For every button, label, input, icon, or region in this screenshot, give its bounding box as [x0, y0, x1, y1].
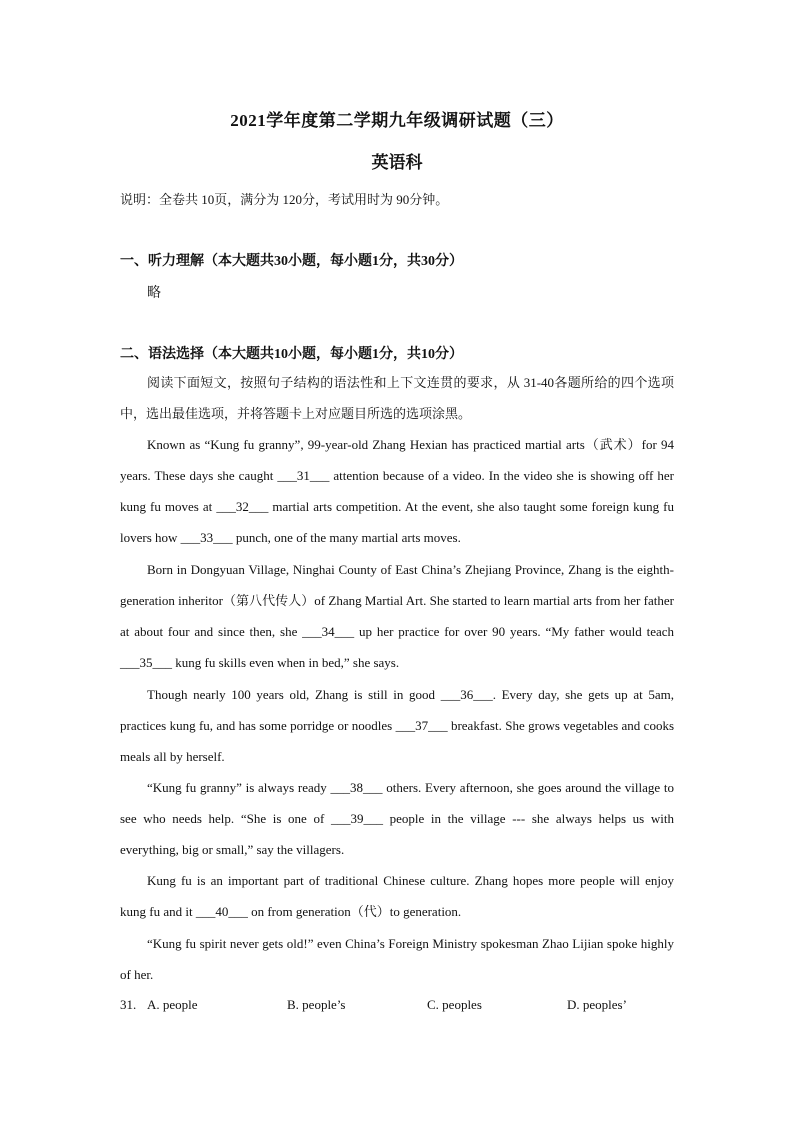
section-2-instructions: 阅读下面短文，按照句子结构的语法性和上下文连贯的要求，从 31-40各题所给的四个选项中，选出最佳选项，并将答题卡上对应题目所选的选项涂黑。 — [120, 375, 674, 421]
passage-paragraph-5: Kung fu is an important part of traditional Chinese culture. Zhang hopes more people will enjoy kung fu and it ___40___ on from generation（代）to generation. — [120, 873, 674, 919]
section-1-heading: 一、听力理解（本大题共30小题，每小题1分，共30分） — [120, 254, 463, 269]
exam-title: 2021学年度第二学期九年级调研试题（三） — [230, 111, 564, 130]
option-d: D. peoples’ — [567, 997, 627, 1012]
section-2-heading: 二、语法选择（本大题共10小题，每小题1分，共10分） — [120, 347, 463, 362]
section-1-body: 略 — [147, 286, 161, 301]
passage-paragraph-2: Born in Dongyuan Village, Ninghai County of East China’s Zhejiang Province, Zhang is the eighth-generation inheritor（第八代传人）of Zhang Martial Art. She started to learn martial arts from her father at about four and since then, she ___34___ up her practice for over 90 years. “My father would teach ___35___ kung fu skills even when in bed,” she says. — [120, 562, 674, 670]
option-a: A. people — [147, 997, 198, 1012]
exam-note: 说明：全卷共 10页，满分为 120分，考试用时为 90分钟。 — [120, 192, 449, 207]
option-c: C. peoples — [427, 997, 482, 1012]
passage-paragraph-6: “Kung fu spirit never gets old!” even China’s Foreign Ministry spokesman Zhao Lijian spoke highly of her. — [120, 936, 674, 982]
passage-paragraph-1: Known as “Kung fu granny”, 99-year-old Zhang Hexian has practiced martial arts（武术）for 94 years. These days she caught ___31___ attention because of a video. In the video she is showing off her kung fu moves at ___32___ martial arts competition. At the event, she also taught some foreign kung fu lovers how ___33___ punch, one of the many martial arts moves. — [120, 437, 674, 545]
passage-paragraph-4: “Kung fu granny” is always ready ___38___ others. Every afternoon, she goes around the village to see who needs help. “She is one of ___39___ people in the village --- she always helps us with everything, big or small,” say the villagers. — [120, 780, 674, 857]
passage-paragraph-3: Though nearly 100 years old, Zhang is still in good ___36___. Every day, she gets up at 5am, practices kung fu, and has some porridge or noodles ___37___ breakfast. She grows vegetables and cooks meals all by herself. — [120, 687, 674, 764]
question-31-options — [120, 997, 680, 1017]
exam-subject: 英语科 — [371, 153, 423, 172]
option-b: B. people’s — [287, 997, 346, 1012]
question-number: 31. — [120, 997, 137, 1012]
